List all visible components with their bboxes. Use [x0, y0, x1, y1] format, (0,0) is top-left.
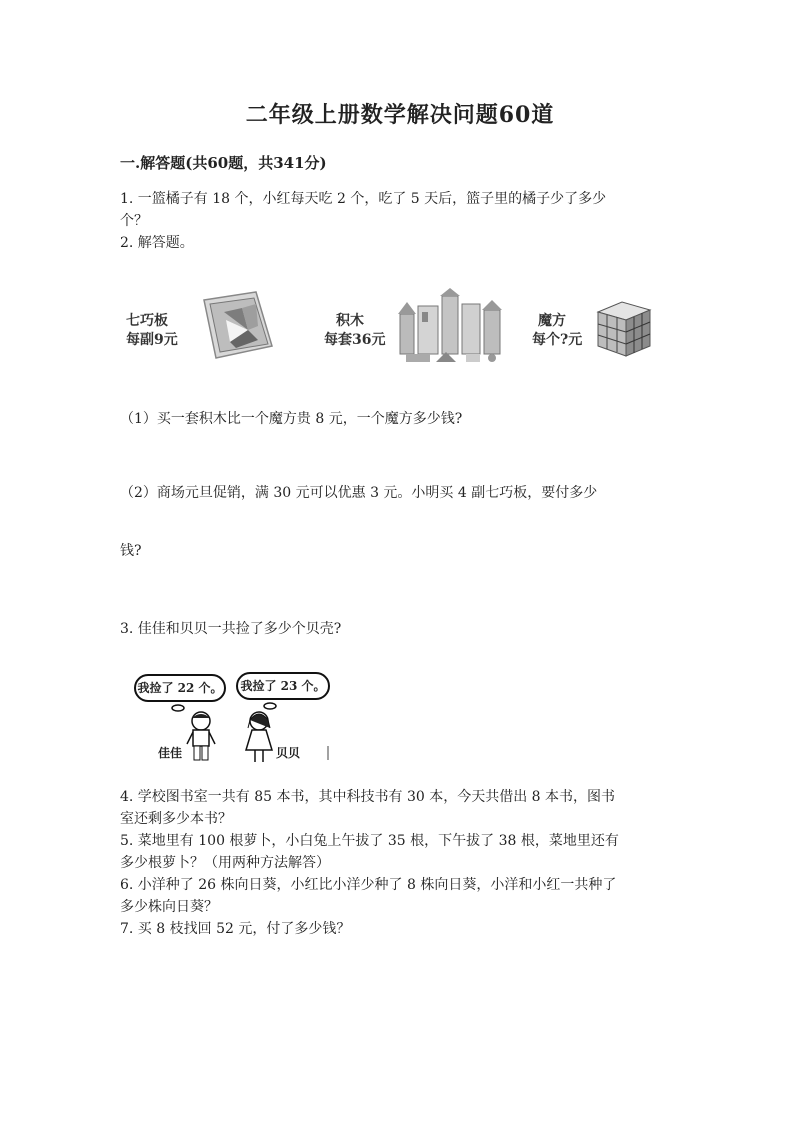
question-4: 4. 学校图书室一共有 85 本书，其中科技书有 30 本，今天共借出 8 本书，图书 室还剩多少本书？	[120, 789, 616, 827]
kids-illustration	[130, 668, 350, 768]
question-5: 5. 菜地里有 100 根萝卜，小白兔上午拔了 35 根，下午拔了 38 根，菜地里还有 多少根萝卜？（用两种方法解答）	[120, 833, 619, 871]
product-blocks-label: 积木 每套36元	[324, 313, 386, 348]
question-6: 6. 小洋种了 26 株向日葵，小红比小洋少种了 8 株向日葵，小洋和小红一共种了 多少株向日葵？	[120, 877, 617, 915]
tangram-icon	[196, 290, 276, 362]
speech-bubble-jiajia: 我捡了 22 个。	[134, 674, 226, 702]
kid-name-beibei: 贝贝	[276, 746, 301, 760]
kid-name-jiajia: 佳佳	[158, 746, 183, 760]
product-cube-label: 魔方 每个?元	[532, 313, 583, 348]
product-illustration	[120, 288, 660, 368]
question-7: 7. 买 8 枝找回 52 元，付了多少钱？	[120, 921, 351, 937]
product-tangram-label: 七巧板 每副9元	[126, 313, 178, 348]
section-heading: 一.解答题(共60题，共341分)	[120, 154, 327, 172]
boy-icon	[184, 710, 218, 766]
speech-bubble-beibei: 我捡了 23 个。	[236, 672, 330, 700]
rubiks-cube-icon	[592, 296, 656, 360]
question-2-part-2-continued: 钱?	[120, 543, 142, 559]
building-blocks-icon	[396, 288, 506, 364]
question-1: 1. 一篮橘子有 18 个，小红每天吃 2 个，吃了 5 天后，篮子里的橘子少了多少 个？	[120, 191, 607, 229]
question-2-part-1: （1）买一套积木比一个魔方贵 8 元，一个魔方多少钱?	[120, 411, 463, 427]
page-title: 二年级上册数学解决问题60道	[245, 102, 555, 128]
question-2: 2. 解答题。	[120, 235, 194, 251]
question-3: 3. 佳佳和贝贝一共捡了多少个贝壳?	[120, 621, 342, 637]
question-2-part-2: （2）商场元旦促销，满 30 元可以优惠 3 元。小明买 4 副七巧板，要付多少	[120, 485, 598, 501]
girl-icon	[242, 710, 276, 766]
